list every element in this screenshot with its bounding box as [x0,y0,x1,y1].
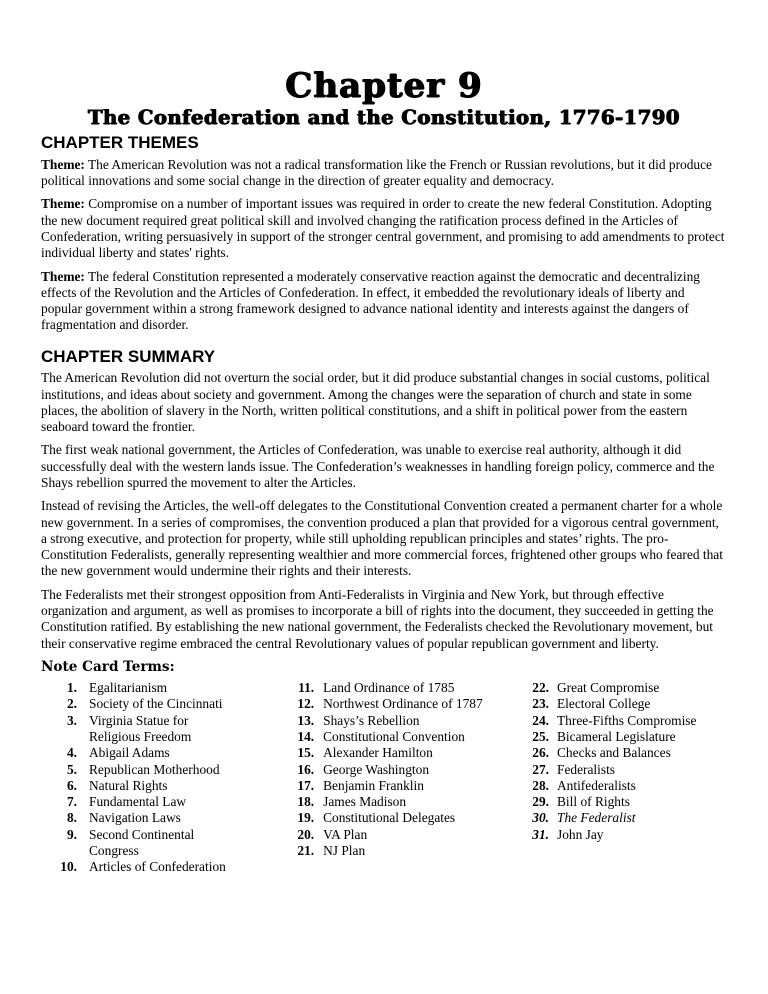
term-text: Land Ordinance of 1785 [323,680,455,696]
term-number: 15. [297,745,315,761]
themes-heading: CHAPTER THEMES [41,133,199,153]
list-item [55,762,285,778]
term-text: Bill of Rights [557,794,630,810]
list-item [55,713,285,746]
term-number: 2. [66,696,77,712]
term-number: 28. [532,777,549,793]
term-text: Three-Fifths Compromise [557,712,697,728]
term-number: 13. [297,712,315,728]
list-item [55,810,285,826]
term-number: 27. [532,761,549,777]
term-number: 22. [532,680,549,696]
term-text: John Jay [557,826,604,842]
list-item [55,794,285,810]
list-item [523,810,727,826]
term-text: Electoral College [557,696,651,712]
theme-label: Theme: [41,268,85,284]
term-text: Society of the Cincinnati [89,696,223,712]
chapter-subtitle: The Confederation and the Constitution, 1776-1790 [88,105,680,129]
term-number: 7. [66,794,77,810]
list-item [285,827,523,843]
term-text: Checks and Balances [557,745,671,761]
list-item [285,680,523,696]
list-item [523,680,727,696]
summary-paragraph-3: Instead of revising the Articles, the well-off delegates to the Constitutional Convention created a permanent charter for a whole new government. In a series of compromises, the convention produced a plan that provided for a vigorous central government, a strong executive, and protection for property, while still upholding republican principles and states’ rights. The pro-Constitution Federalists, generally representing wealthier and more commercial forces, frightened other groups who feared that the new government would undermine their rights and their interests. [41,498,723,579]
term-text: The Federalist [557,810,636,826]
term-number: 19. [297,810,315,826]
list-item [285,713,523,729]
list-item [55,827,285,860]
list-item [523,713,727,729]
term-text: James Madison [323,794,407,810]
term-number: 11. [298,680,315,696]
list-item [523,778,727,794]
summary-heading: CHAPTER SUMMARY [41,346,216,366]
term-text: Great Compromise [557,680,660,696]
summary-paragraph-1: The American Revolution did not overturn the social order, but it did produce substantial changes in social customs, political institutions, and ideas about society and government. Among the changes were the separation of church and state in some places, the abolition of slavery in the North, written political constitutions, and a shift in political power from the eastern seaboard toward the frontier. [41,370,710,435]
term-text: NJ Plan [323,842,366,858]
term-number: 4. [66,745,77,761]
list-item [55,680,285,696]
terms-column-1 [55,680,285,875]
list-item [523,762,727,778]
term-text: Antifederalists [557,777,636,793]
term-text: Northwest Ordinance of 1787 [323,696,483,712]
term-text: Egalitarianism [89,680,168,696]
term-text: Articles of Confederation [89,859,226,875]
term-number: 1. [66,680,77,696]
term-text: Second Continental Congress [89,826,195,858]
summary-paragraph-2: The first weak national government, the Articles of Confederation, was unable to exercise real authority, although it did successfully deal with the western lands issue. The Confederation’s weaknesses in handling foreign policy, commerce and the Shays rebellion spurred the movement to alter the Articles. [41,442,715,491]
list-item [523,827,727,843]
list-item [285,729,523,745]
list-item [285,794,523,810]
list-item [523,794,727,810]
term-number: 26. [532,745,549,761]
term-number: 9. [66,826,77,842]
term-number: 17. [297,777,315,793]
term-number: 16. [297,761,315,777]
note-card-terms-heading: Note Card Terms: [41,658,175,675]
term-text: Benjamin Franklin [323,777,424,793]
list-item [55,696,285,712]
term-text: Abigail Adams [89,745,170,761]
theme-text: The American Revolution was not a radical transformation like the French or Russian revolutions, but it did produce political innovations and some social change in the direction of greater equality and democracy. [41,156,713,189]
list-item [285,810,523,826]
term-text: Alexander Hamilton [323,745,433,761]
term-number: 10. [60,859,77,875]
list-item [285,843,523,859]
list-item [523,696,727,712]
list-item [285,778,523,794]
term-number: 5. [66,761,77,777]
terms-column-2 [285,680,523,875]
term-number: 25. [532,729,549,744]
theme-text: Compromise on a number of important issues was required in order to create the new federal Constitution. Adopting the new document required great political skill and involved changing the ratification process defined in the Articles of Confederation, writing persuasively in support of the stronger central government, and promising to add amendments to protect individual liberty and states' rights. [41,196,725,261]
term-text: George Washington [323,761,430,777]
term-number: 29. [532,794,549,810]
term-number: 30. [532,810,549,826]
list-item [285,745,523,761]
term-text: Federalists [557,761,616,777]
term-number: 6. [66,777,77,793]
theme-paragraph-2 [41,196,727,261]
summary-paragraph-4: The Federalists met their strongest opposition from Anti-Federalists in Virginia and New York, but through effective organization and argument, as well as promises to incorporate a bill of rights into the document, they succeeded in getting the Constitution ratified. By establishing the new national government, the Federalists checked the Revolutionary movement, but their conservative regime embraced the central Revolutionary values of popular republican government and liberty. [41,586,714,651]
term-number: 24. [532,712,549,728]
list-item [285,762,523,778]
list-item [523,745,727,761]
term-text: Natural Rights [89,777,168,793]
term-number: 18. [297,794,315,810]
term-text: Constitutional Convention [323,729,465,744]
term-text: Virginia Statue for Religious Freedom [89,712,192,744]
theme-label: Theme: [41,196,85,212]
list-item [55,745,285,761]
theme-text: The federal Constitution represented a moderately conservative reaction against the democratic and decentralizing effects of the Revolution and the Articles of Confederation. In effect, it embedded the revolutionary ideals of liberty and popular government within a strong framework designed to advance national identity and interests against the dangers of fragmentation and disorder. [41,268,700,333]
term-number: 31. [532,826,549,842]
list-item [55,778,285,794]
term-number: 23. [532,696,549,712]
term-text: Republican Motherhood [89,761,220,777]
list-item [523,729,727,745]
term-text: Navigation Laws [89,810,181,826]
term-number: 8. [66,810,77,826]
term-text: Constitutional Delegates [323,810,456,826]
term-number: 3. [66,712,77,728]
note-card-terms-list [55,680,727,875]
term-number: 14. [297,729,315,744]
term-number: 20. [297,826,315,842]
theme-paragraph-1 [41,157,727,190]
list-item [55,859,285,875]
theme-label: Theme: [41,156,85,172]
term-text: Fundamental Law [89,794,187,810]
term-text: VA Plan [323,826,368,842]
terms-column-3 [523,680,727,875]
list-item [285,696,523,712]
term-text: Bicameral Legislature [557,729,676,744]
term-text: Shays’s Rebellion [323,712,420,728]
theme-paragraph-3 [41,269,727,334]
term-number: 21. [297,842,315,858]
term-number: 12. [297,696,315,712]
chapter-title: Chapter 9 [285,66,483,106]
